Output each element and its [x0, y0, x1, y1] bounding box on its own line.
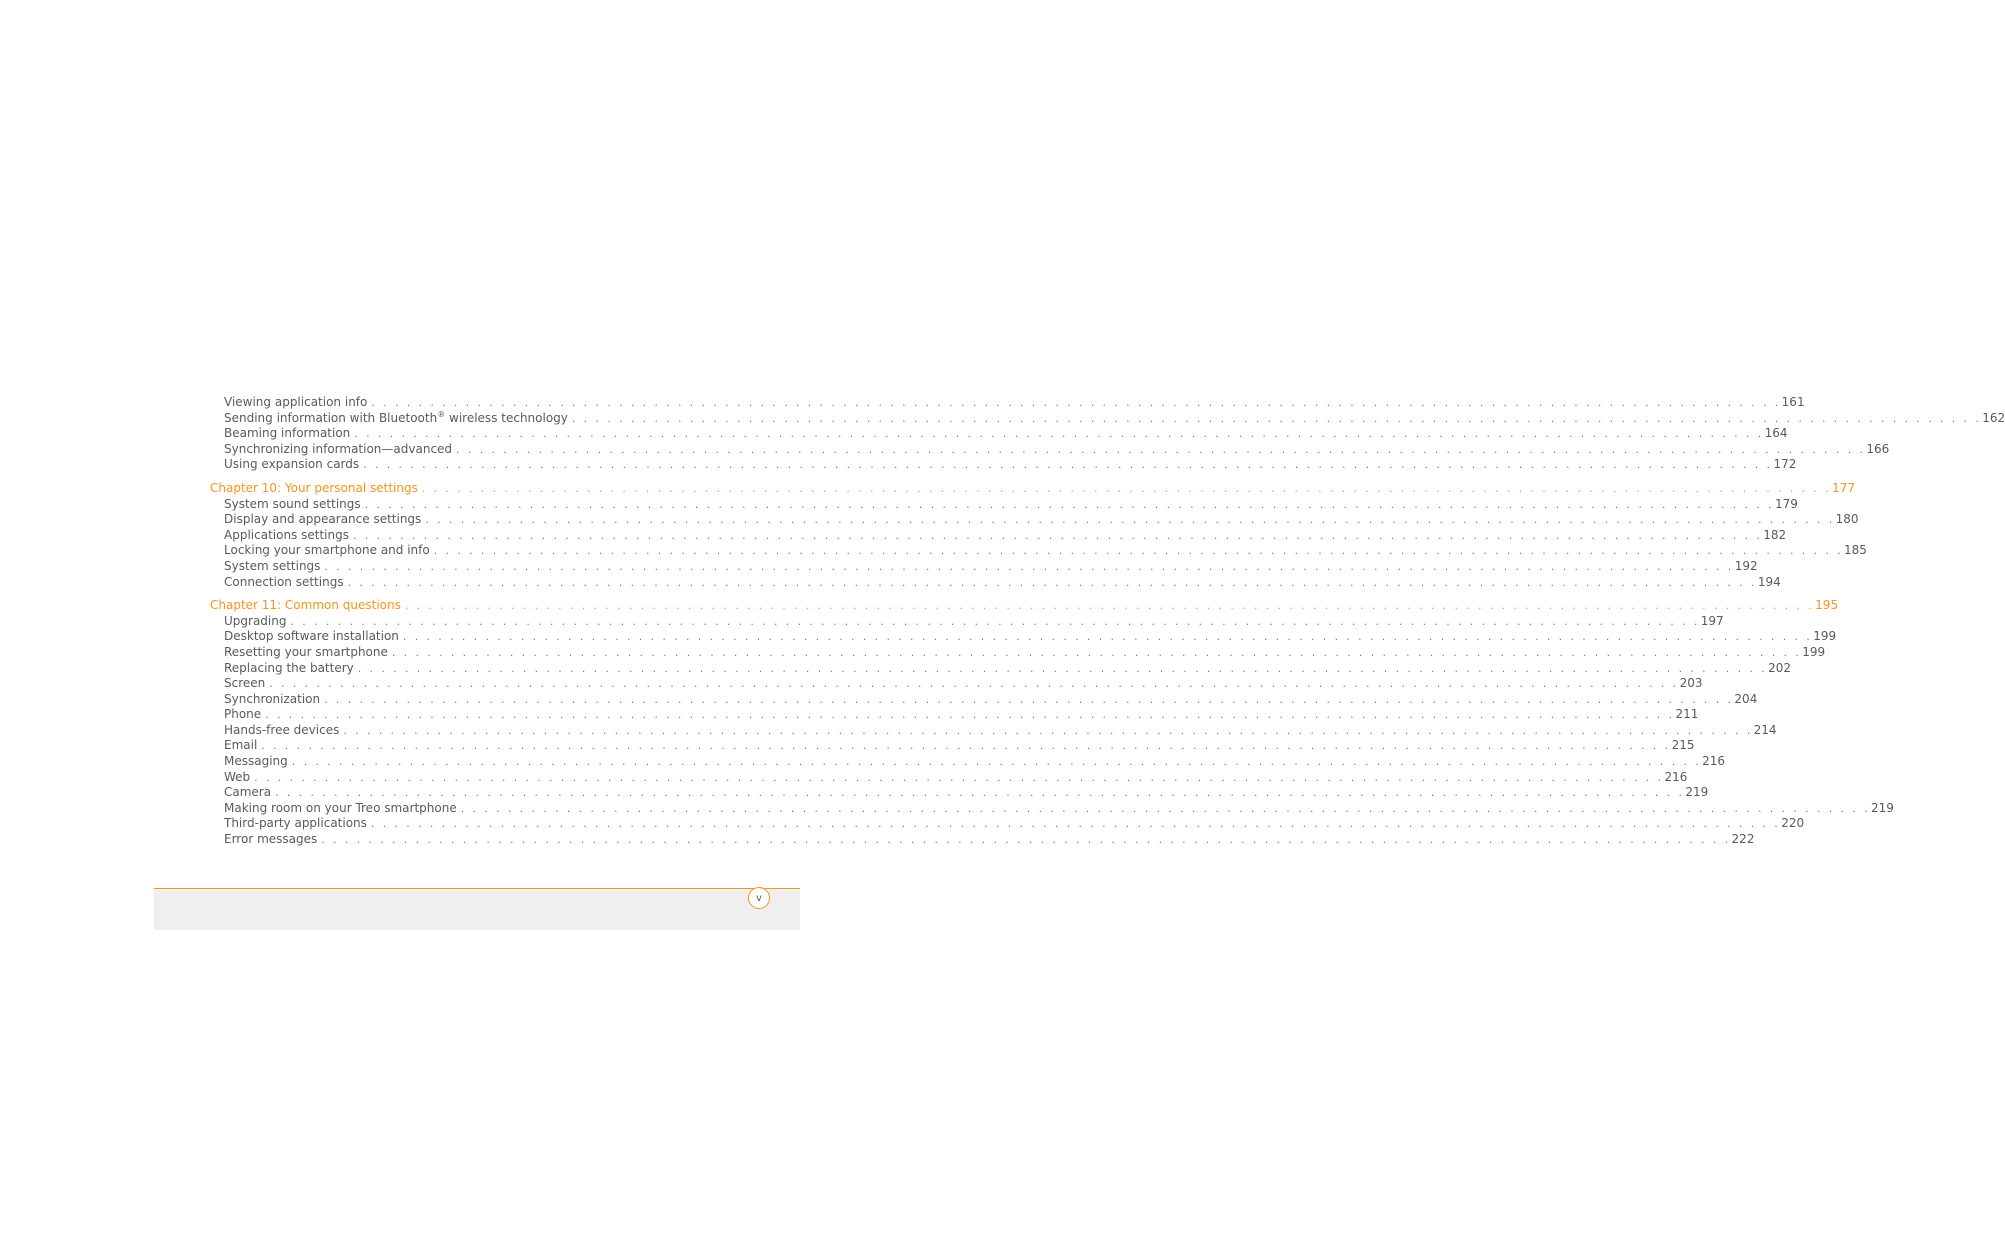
- dot-leader: . . . . . . . . . . . . . . . . . . . . . . . . . . . . . . . . . . . . . . . . . . . . . . . . . . . . . . . . . . . . . . . . . . . . . . . . . . . . . . . . . . . . . . . . . . . . . . . . . . . . . . . . . . . . . . . . . . . . . . . .: [402, 630, 1813, 644]
- toc-entry[interactable]: [210, 691, 1758, 708]
- toc-page-number: 194: [1757, 574, 1781, 589]
- toc-entry-title: Using expansion cards: [224, 457, 360, 472]
- toc-page-number: 179: [1774, 496, 1798, 511]
- toc-entry[interactable]: [210, 707, 1699, 723]
- toc-entry-title: Synchronizing information—advanced: [224, 441, 453, 456]
- toc-entry-title: System sound settings: [224, 496, 361, 511]
- toc-page-number: 204: [1734, 691, 1758, 706]
- toc-entry-title: Replacing the battery: [224, 660, 354, 675]
- toc-page-number: 219: [1685, 785, 1709, 800]
- dot-leader: . . . . . . . . . . . . . . . . . . . . . . . . . . . . . . . . . . . . . . . . . . . . . . . . . . . . . . . . . . . . . . . . . . . . . . . . . . . . . . . . . . . . . . . . . . . . . . . . . . . . . . . . . . . . . . . . . . . . . . . .: [433, 544, 1844, 558]
- dot-leader: . . . . . . . . . . . . . . . . . . . . . . . . . . . . . . . . . . . . . . . . . . . . . . . . . . . . . . . . . . . . . . . . . . . . . . . . . . . . . . . . . . . . . . . . . . . . . . . . . . . . . . . . . . . . . . . . . . . . . . . .: [460, 801, 1871, 815]
- toc-entry-title: Third-party applications: [224, 816, 367, 831]
- dot-leader: . . . . . . . . . . . . . . . . . . . . . . . . . . . . . . . . . . . . . . . . . . . . . . . . . . . . . . . . . . . . . . . . . . . . . . . . . . . . . . . . . . . . . . . . . . . . . . . . . . . . . . . . . . . . . . . . . . . . . . . .: [364, 497, 1774, 511]
- toc-page-number: 177: [1832, 480, 1856, 495]
- toc-entry[interactable]: [210, 496, 1798, 513]
- page-footer: [154, 888, 800, 930]
- toc-page-number: 195: [1815, 598, 1839, 613]
- registered-mark: ®: [437, 409, 446, 419]
- toc-entry-title: Synchronization: [224, 691, 321, 706]
- toc-entry[interactable]: [210, 660, 1791, 677]
- toc-entry-title: Hands-free devices: [224, 722, 340, 737]
- toc-entry-title: Error messages: [224, 832, 318, 847]
- toc-page-number: 161: [1781, 395, 1805, 409]
- toc-page-number: 162: [1982, 410, 2005, 425]
- toc-entry-title: Locking your smartphone and info: [224, 543, 430, 558]
- toc-entry[interactable]: [210, 738, 1695, 754]
- toc-page-number: 215: [1671, 738, 1695, 753]
- dot-leader: . . . . . . . . . . . . . . . . . . . . . . . . . . . . . . . . . . . . . . . . . . . . . . . . . . . . . . . . . . . . . . . . . . . . . . . . . . . . . . . . . . . . . . . . . . . . . . . . . . . . . . . . . . . . . . . . . . . . . . . .: [357, 661, 1768, 675]
- toc-entry[interactable]: [210, 676, 1703, 692]
- page-number-badge: v: [748, 887, 770, 909]
- toc-page-number: 216: [1702, 754, 1725, 769]
- toc-entry-title: Making room on your Treo smartphone: [224, 800, 457, 815]
- dot-leader: . . . . . . . . . . . . . . . . . . . . . . . . . . . . . . . . . . . . . . . . . . . . . . . . . . . . . . . . . . . . . . . . . . . . . . . . . . . . . . . . . . . . . . . . . . . . . . . . . . . . . . . . . . . . . . . . . . . . . . . .: [324, 559, 1734, 573]
- dot-leader: . . . . . . . . . . . . . . . . . . . . . . . . . . . . . . . . . . . . . . . . . . . . . . . . . . . . . . . . . . . . . . . . . . . . . . . . . . . . . . . . . . . . . . . . . . . . . . . . . . . . . . . . . . . . . . . . . . . . . . . .: [425, 513, 1835, 527]
- toc-entry[interactable]: [210, 613, 1724, 630]
- toc-entry-title: Camera: [224, 785, 272, 800]
- toc-entry[interactable]: [210, 574, 1781, 591]
- toc-page-number: 216: [1664, 769, 1688, 784]
- toc-page-number: 199: [1802, 644, 1826, 659]
- toc-entry[interactable]: [210, 409, 2005, 427]
- toc-entry-title: Chapter 11: Common questions: [210, 598, 401, 613]
- dot-leader: . . . . . . . . . . . . . . . . . . . . . . . . . . . . . . . . . . . . . . . . . . . . . . . . . . . . . . . . . . . . . . . . . . . . . . . . . . . . . . . . . . . . . . . . . . . . . . . . . . . . . . . . . . . . . . . . . . . . . . . .: [324, 692, 1734, 706]
- toc-page-number: 192: [1734, 558, 1758, 573]
- toc-entry-title: Viewing application info: [224, 395, 368, 409]
- toc-entry[interactable]: [210, 426, 1788, 442]
- dot-leader: . . . . . . . . . . . . . . . . . . . . . . . . . . . . . . . . . . . . . . . . . . . . . . . . . . . . . . . . . . . . . . . . . . . . . . . . . . . . . . . . . . . . . . . . . . . . . . . . . . . . . . . . . . . . . . . . . . . . . . . .: [291, 755, 1702, 769]
- toc-entry[interactable]: [210, 722, 1777, 739]
- toc-entry-title: Web: [224, 769, 251, 784]
- dot-leader: . . . . . . . . . . . . . . . . . . . . . . . . . . . . . . . . . . . . . . . . . . . . . . . . . . . . . . . . . . . . . . . . . . . . . . . . . . . . . . . . . . . . . . . . . . . . . . . . . . . . . . . . . . . . . . . . . . . . . . . .: [265, 708, 1675, 722]
- toc-entry[interactable]: [210, 512, 1859, 528]
- toc-page-number: 197: [1700, 613, 1724, 628]
- toc-entry-title: Upgrading: [224, 613, 287, 628]
- toc-page-number: 199: [1813, 629, 1837, 644]
- dot-leader: . . . . . . . . . . . . . . . . . . . . . . . . . . . . . . . . . . . . . . . . . . . . . . . . . . . . . . . . . . . . . . . . . . . . . . . . . . . . . . . . . . . . . . . . . . . . . . . . . . . . . . . . . . . . . . . . . . . . . . . .: [261, 739, 1671, 753]
- toc-chapter-entry[interactable]: [210, 480, 1856, 497]
- toc-entry[interactable]: [210, 629, 1837, 645]
- toc-entry-title: Phone: [224, 707, 262, 722]
- dot-leader: . . . . . . . . . . . . . . . . . . . . . . . . . . . . . . . . . . . . . . . . . . . . . . . . . . . . . . . . . . . . . . . . . . . . . . . . . . . . . . . . . . . . . . . . . . . . . . . . . . . . . . . . . . . . . . . . . . . . . . . .: [343, 723, 1753, 737]
- dot-leader: . . . . . . . . . . . . . . . . . . . . . . . . . . . . . . . . . . . . . . . . . . . . . . . . . . . . . . . . . . . . . . . . . . . . . . . . . . . . . . . . . . . . . . . . . . . . . . . . . . . . . . . . . . . . . . . . . . . . . . . .: [275, 786, 1685, 800]
- toc-entry[interactable]: [210, 832, 1755, 848]
- toc-entry-title: Display and appearance settings: [224, 512, 422, 527]
- toc-entry-title: Desktop software installation: [224, 629, 399, 644]
- toc-page-number: 180: [1835, 512, 1859, 527]
- toc-entry-title: Sending information with Bluetooth® wireless technology: [224, 409, 568, 425]
- toc-entry[interactable]: [210, 441, 1890, 458]
- dot-leader: . . . . . . . . . . . . . . . . . . . . . . . . . . . . . . . . . . . . . . . . . . . . . . . . . . . . . . . . . . . . . . . . . . . . . . . . . . . . . . . . . . . . . . . . . . . . . . . . . . . . . . . . . . . . . . . . . . . . . . . .: [371, 396, 1781, 409]
- toc-chapter-entry[interactable]: [210, 598, 1839, 614]
- toc-page-number: 202: [1768, 660, 1791, 675]
- dot-leader: . . . . . . . . . . . . . . . . . . . . . . . . . . . . . . . . . . . . . . . . . . . . . . . . . . . . . . . . . . . . . . . . . . . . . . . . . . . . . . . . . . . . . . . . . . . . . . . . . . . . . . . . . . . . . . . . . . . . . . . .: [363, 458, 1773, 472]
- toc-entry-title: Connection settings: [224, 574, 344, 589]
- toc-entry[interactable]: [210, 543, 1867, 559]
- toc-entry[interactable]: [210, 754, 1725, 770]
- dot-leader: . . . . . . . . . . . . . . . . . . . . . . . . . . . . . . . . . . . . . . . . . . . . . . . . . . . . . . . . . . . . . . . . . . . . . . . . . . . . . . . . . . . . . . . . . . . . . . . . . . . . . . . . . . . . . . . . . . . . . . . .: [571, 411, 1982, 425]
- toc-page-number: 185: [1844, 543, 1867, 558]
- dot-leader: . . . . . . . . . . . . . . . . . . . . . . . . . . . . . . . . . . . . . . . . . . . . . . . . . . . . . . . . . . . . . . . . . . . . . . . . . . . . . . . . . . . . . . . . . . . . . . . . . . . . . . . . . . . . . . . . . . . . . . . .: [391, 645, 1802, 659]
- toc-entry-title: Applications settings: [224, 527, 349, 542]
- dot-leader: . . . . . . . . . . . . . . . . . . . . . . . . . . . . . . . . . . . . . . . . . . . . . . . . . . . . . . . . . . . . . . . . . . . . . . . . . . . . . . . . . . . . . . . . . . . . . . . . . . . . . . . . . . . . . . . . . . . . . . . .: [354, 427, 1764, 441]
- toc-page-number: 211: [1675, 707, 1699, 722]
- table-of-contents: [210, 395, 2005, 848]
- dot-leader: . . . . . . . . . . . . . . . . . . . . . . . . . . . . . . . . . . . . . . . . . . . . . . . . . . . . . . . . . . . . . . . . . . . . . . . . . . . . . . . . . . . . . . . . . . . . . . . . . . . . . . . . . . . . . . . . . . . . . . . .: [370, 817, 1781, 831]
- toc-entry-title: Messaging: [224, 754, 288, 769]
- toc-page-number: 220: [1781, 816, 1805, 831]
- dot-leader: . . . . . . . . . . . . . . . . . . . . . . . . . . . . . . . . . . . . . . . . . . . . . . . . . . . . . . . . . . . . . . . . . . . . . . . . . . . . . . . . . . . . . . . . . . . . . . . . . . . . . . . . . . . . . . . . . . . . . . . .: [421, 481, 1832, 495]
- toc-page-number: 172: [1773, 457, 1797, 472]
- toc-entry[interactable]: [210, 644, 1826, 661]
- dot-leader: . . . . . . . . . . . . . . . . . . . . . . . . . . . . . . . . . . . . . . . . . . . . . . . . . . . . . . . . . . . . . . . . . . . . . . . . . . . . . . . . . . . . . . . . . . . . . . . . . . . . . . . . . . . . . . . . . . . . . . . .: [352, 528, 1763, 542]
- toc-entry-title: Screen: [224, 676, 266, 691]
- toc-entry[interactable]: [210, 558, 1758, 575]
- toc-entry-title: Chapter 10: Your personal settings: [210, 480, 418, 495]
- toc-entry[interactable]: [210, 527, 1787, 544]
- toc-entry[interactable]: [210, 457, 1797, 473]
- dot-leader: . . . . . . . . . . . . . . . . . . . . . . . . . . . . . . . . . . . . . . . . . . . . . . . . . . . . . . . . . . . . . . . . . . . . . . . . . . . . . . . . . . . . . . . . . . . . . . . . . . . . . . . . . . . . . . . . . . . . . . . .: [290, 614, 1700, 628]
- dot-leader: . . . . . . . . . . . . . . . . . . . . . . . . . . . . . . . . . . . . . . . . . . . . . . . . . . . . . . . . . . . . . . . . . . . . . . . . . . . . . . . . . . . . . . . . . . . . . . . . . . . . . . . . . . . . . . . . . . . . . . . .: [456, 442, 1866, 456]
- toc-entry[interactable]: [210, 816, 1805, 832]
- toc-page-number: 222: [1731, 832, 1755, 847]
- toc-entry[interactable]: [210, 395, 1805, 411]
- dot-leader: . . . . . . . . . . . . . . . . . . . . . . . . . . . . . . . . . . . . . . . . . . . . . . . . . . . . . . . . . . . . . . . . . . . . . . . . . . . . . . . . . . . . . . . . . . . . . . . . . . . . . . . . . . . . . . . . . . . . . . . .: [347, 575, 1757, 589]
- toc-page-number: 219: [1871, 800, 1894, 815]
- toc-page-number: 182: [1763, 527, 1787, 542]
- toc-entry-title: Email: [224, 738, 258, 753]
- toc-entry[interactable]: [210, 800, 1894, 817]
- dot-leader: . . . . . . . . . . . . . . . . . . . . . . . . . . . . . . . . . . . . . . . . . . . . . . . . . . . . . . . . . . . . . . . . . . . . . . . . . . . . . . . . . . . . . . . . . . . . . . . . . . . . . . . . . . . . . . . . . . . . . . . .: [254, 770, 1664, 784]
- toc-page-number: 164: [1764, 426, 1788, 441]
- toc-entry-title: Beaming information: [224, 426, 351, 441]
- dot-leader: . . . . . . . . . . . . . . . . . . . . . . . . . . . . . . . . . . . . . . . . . . . . . . . . . . . . . . . . . . . . . . . . . . . . . . . . . . . . . . . . . . . . . . . . . . . . . . . . . . . . . . . . . . . . . . . . . . . . . . . .: [321, 833, 1731, 847]
- dot-leader: . . . . . . . . . . . . . . . . . . . . . . . . . . . . . . . . . . . . . . . . . . . . . . . . . . . . . . . . . . . . . . . . . . . . . . . . . . . . . . . . . . . . . . . . . . . . . . . . . . . . . . . . . . . . . . . . . . . . . . . .: [269, 677, 1679, 691]
- toc-page-number: 203: [1679, 676, 1703, 691]
- dot-leader: . . . . . . . . . . . . . . . . . . . . . . . . . . . . . . . . . . . . . . . . . . . . . . . . . . . . . . . . . . . . . . . . . . . . . . . . . . . . . . . . . . . . . . . . . . . . . . . . . . . . . . . . . . . . . . . . . . . . . . . .: [404, 599, 1815, 613]
- toc-entry-title: Resetting your smartphone: [224, 644, 388, 659]
- toc-entry[interactable]: [210, 785, 1709, 801]
- toc-page-number: 214: [1753, 722, 1777, 737]
- toc-entry-title: System settings: [224, 558, 321, 573]
- toc-page-number: 166: [1866, 441, 1890, 456]
- toc-entry[interactable]: [210, 769, 1688, 786]
